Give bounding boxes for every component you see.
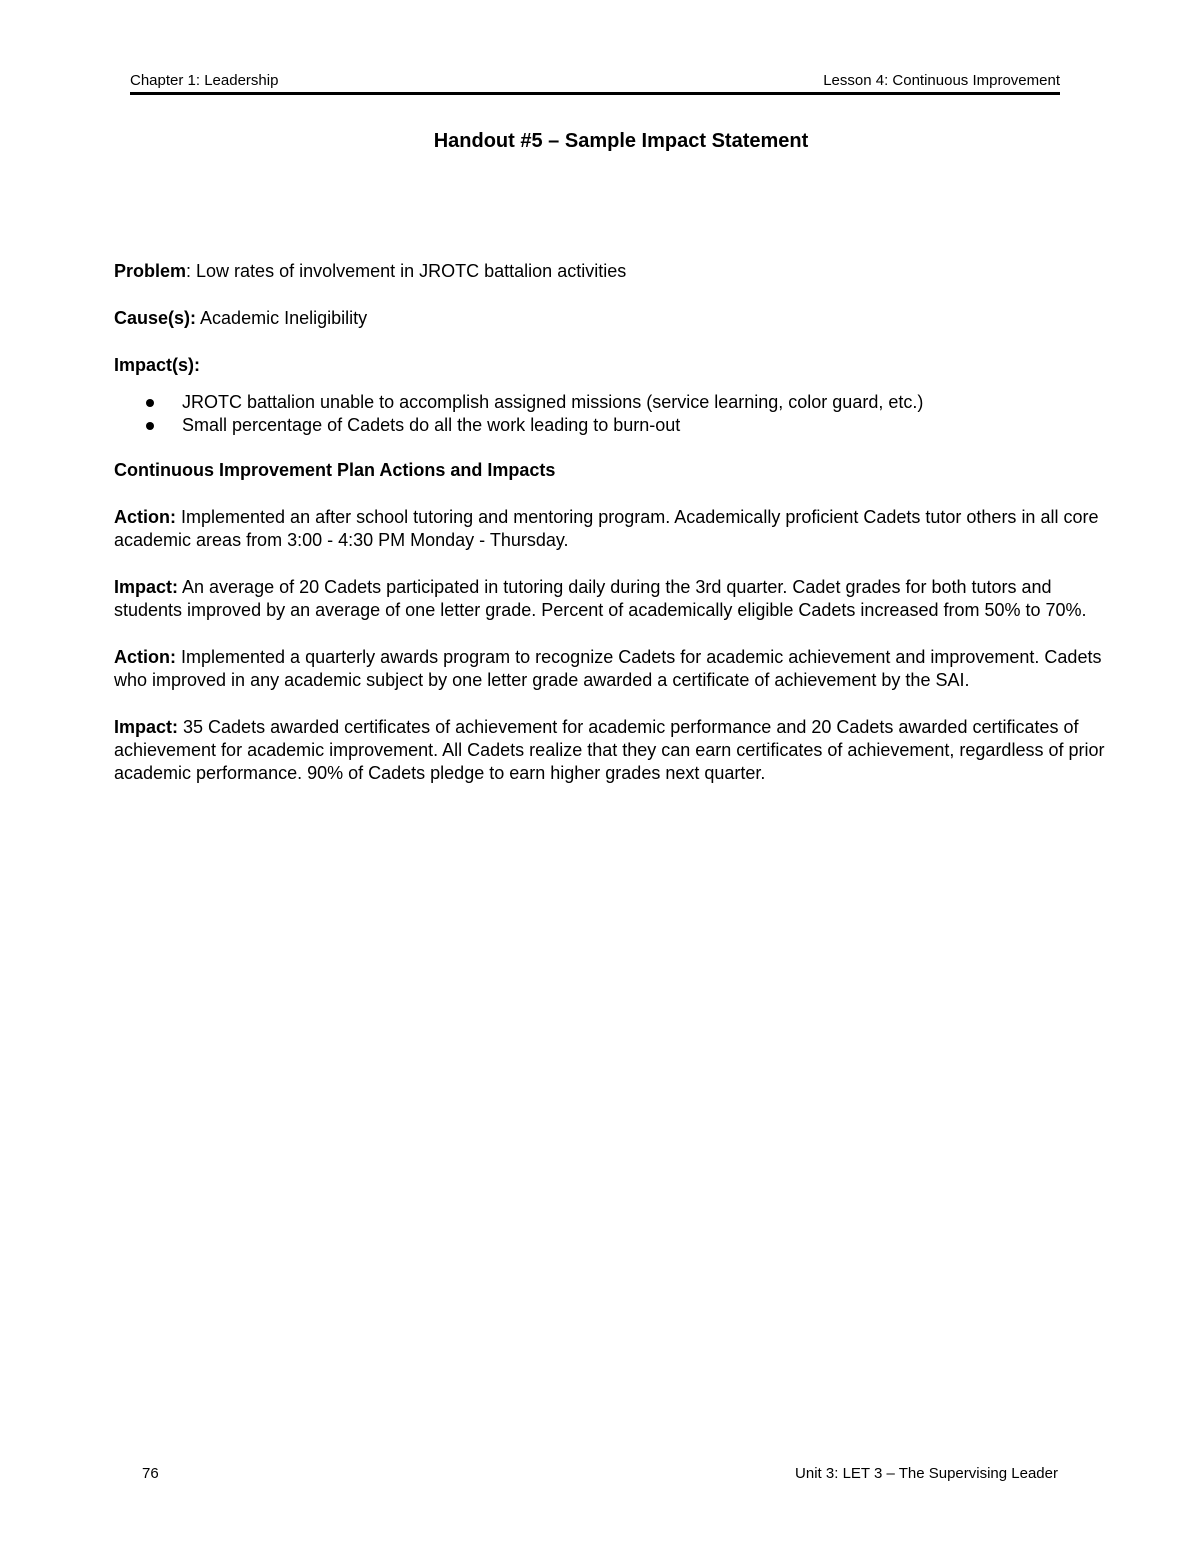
entry-text: An average of 20 Cadets participated in tutoring daily during the 3rd quarter. Cadet grades for both tutors and students improved by an average of one letter grade. Percent of academically eligible Cadets increased from 50% to 70%. bbox=[114, 577, 1087, 620]
entry-label: Action: bbox=[114, 647, 176, 667]
plan-heading: Continuous Improvement Plan Actions and Impacts bbox=[114, 460, 556, 480]
problem-text: : Low rates of involvement in JROTC battalion activities bbox=[186, 261, 627, 281]
header-lesson: Lesson 4: Continuous Improvement bbox=[823, 72, 1060, 89]
footer-unit: Unit 3: LET 3 – The Supervising Leader bbox=[795, 1465, 1058, 1482]
cause-text: Academic Ineligibility bbox=[196, 308, 368, 328]
action-paragraph bbox=[114, 646, 1124, 692]
impact-item-text: Small percentage of Cadets do all the work leading to burn-out bbox=[182, 415, 681, 435]
impact-paragraph bbox=[114, 716, 1124, 785]
action-paragraph bbox=[114, 506, 1124, 552]
impact-item-text: JROTC battalion unable to accomplish assigned missions (service learning, color guard, etc.) bbox=[182, 392, 924, 412]
entry-text: Implemented an after school tutoring and mentoring program. Academically proficient Cadets tutor others in all core academic areas from 3:00 - 4:30 PM Monday - Thursday. bbox=[114, 507, 1099, 550]
entry-label: Impact: bbox=[114, 717, 179, 737]
impacts-heading: Impact(s): bbox=[114, 355, 201, 375]
impact-paragraph bbox=[114, 576, 1124, 622]
page-header bbox=[130, 70, 1060, 95]
entry-text: Implemented a quarterly awards program to recognize Cadets for academic achievement and improvement. Cadets who improved in any academic subject by one letter grade awarded a certificate of achievement by the SAI. bbox=[114, 647, 1102, 690]
page-number: 76 bbox=[142, 1465, 159, 1482]
problem-statement bbox=[114, 260, 1124, 283]
problem-label: Problem bbox=[114, 261, 187, 281]
cause-statement bbox=[114, 307, 1124, 330]
entry-text: 35 Cadets awarded certificates of achievement for academic performance and 20 Cadets awarded certificates of achievement for academic improvement. All Cadets realize that they can earn certificates of achievement, regardless of prior academic performance. 90% of Cadets pledge to earn higher grades next quarter. bbox=[114, 717, 1105, 783]
document-body bbox=[114, 260, 1124, 809]
bullet-icon bbox=[146, 422, 154, 430]
entry-label: Impact: bbox=[114, 577, 179, 597]
entry-label: Action: bbox=[114, 507, 176, 527]
list-item bbox=[114, 391, 1124, 414]
header-chapter: Chapter 1: Leadership bbox=[130, 72, 279, 89]
cause-label: Cause(s): bbox=[114, 308, 197, 328]
impacts-list bbox=[114, 391, 1124, 437]
list-item bbox=[114, 414, 1124, 437]
page-title: Handout #5 – Sample Impact Statement bbox=[433, 130, 809, 152]
bullet-icon bbox=[146, 399, 154, 407]
